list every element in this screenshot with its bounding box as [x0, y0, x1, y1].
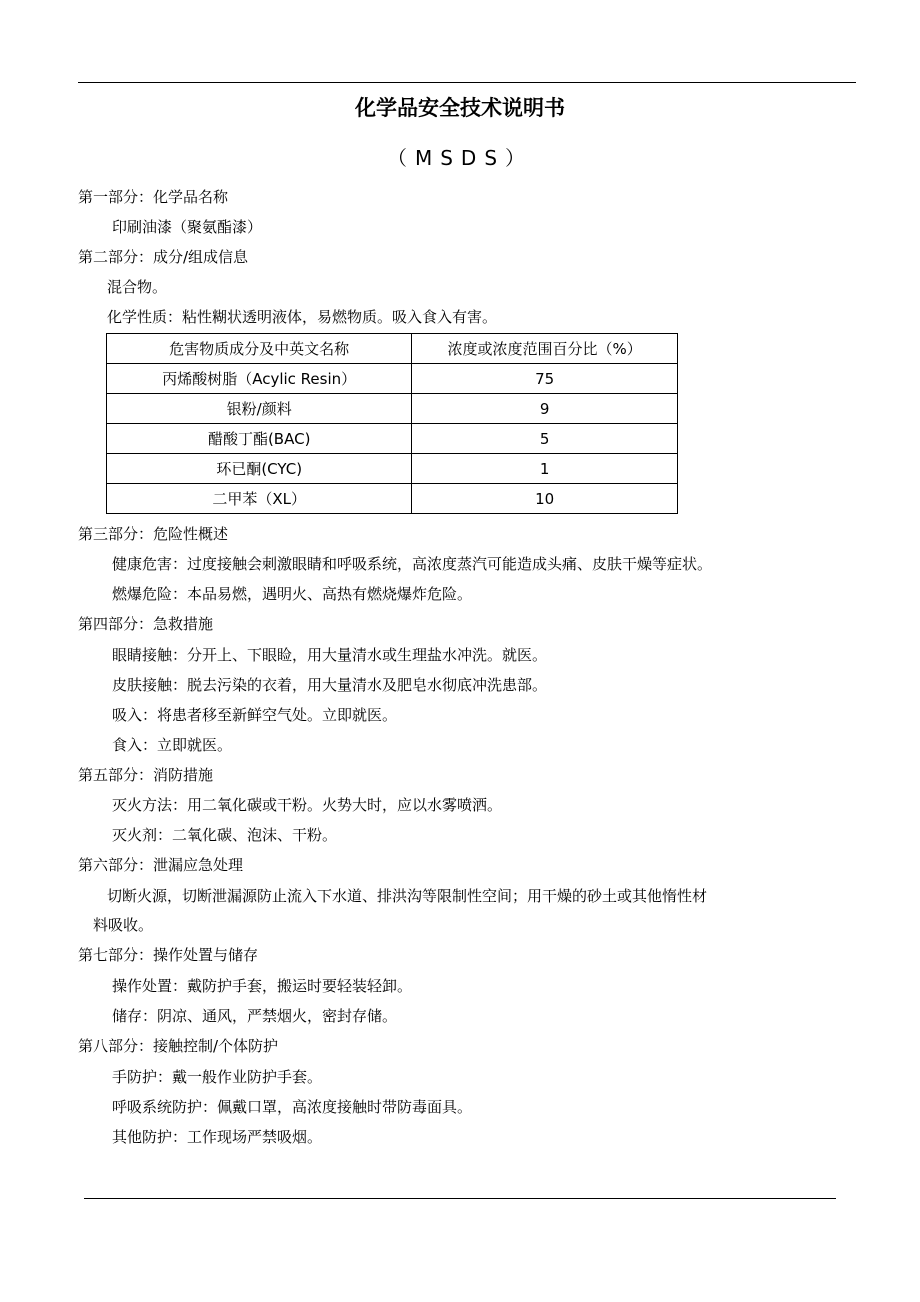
product-name: 印刷油漆（聚氨酯漆） — [112, 218, 263, 236]
health-hazard: 健康危害：过度接触会刺激眼睛和呼吸系统，高浓度蒸汽可能造成头痛、皮肤干燥等症状。 — [112, 555, 713, 573]
ingestion: 食入：立即就医。 — [112, 736, 233, 754]
substance-cell: 二甲苯（XL） — [107, 484, 412, 514]
skin-contact: 皮肤接触：脱去污染的衣着，用大量清水及肥皂水彻底冲洗患部。 — [112, 676, 548, 694]
section-4-heading: 第四部分：急救措施 — [78, 615, 214, 633]
mixture-note: 混合物。 — [107, 278, 168, 296]
concentration-cell: 9 — [412, 394, 678, 424]
document-subtitle: （MSDS） — [386, 146, 534, 170]
section-5-heading: 第五部分：消防措施 — [78, 766, 214, 784]
section-8-heading: 第八部分：接触控制/个体防护 — [78, 1037, 279, 1055]
concentration-cell: 10 — [412, 484, 678, 514]
section-3-heading: 第三部分：危险性概述 — [78, 525, 229, 543]
table-row — [107, 394, 678, 424]
handling: 操作处置：戴防护手套，搬运时要轻装轻卸。 — [112, 977, 413, 995]
section-7-heading: 第七部分：操作处置与储存 — [78, 946, 259, 964]
eye-contact: 眼睛接触：分开上、下眼睑，用大量清水或生理盐水冲洗。就医。 — [112, 646, 548, 664]
substance-cell: 丙烯酸树脂（Acylic Resin） — [107, 364, 412, 394]
table-row — [107, 454, 678, 484]
section-6-heading: 第六部分：泄漏应急处理 — [78, 856, 244, 874]
concentration-cell: 75 — [412, 364, 678, 394]
table-row — [107, 364, 678, 394]
concentration-cell: 5 — [412, 424, 678, 454]
substance-cell: 银粉/颜料 — [107, 394, 412, 424]
table-row — [107, 484, 678, 514]
hand-protection: 手防护：戴一般作业防护手套。 — [112, 1068, 323, 1086]
fire-hazard: 燃爆危险：本品易燃，遇明火、高热有燃烧爆炸危险。 — [112, 585, 473, 603]
section-1-heading: 第一部分：化学品名称 — [78, 188, 229, 206]
composition-table — [106, 333, 678, 514]
inhalation: 吸入：将患者移至新鲜空气处。立即就医。 — [112, 706, 398, 724]
other-protection: 其他防护：工作现场严禁吸烟。 — [112, 1128, 323, 1146]
table-header-row — [107, 334, 678, 364]
substance-cell: 环已酮(CYC) — [107, 454, 412, 484]
extinguishing-method: 灭火方法：用二氧化碳或干粉。火势大时，应以水雾喷洒。 — [112, 796, 503, 814]
spill-response-line-1: 切断火源，切断泄漏源防止流入下水道、排洪沟等限制性空间；用干燥的砂土或其他惰性材 — [107, 887, 708, 905]
concentration-cell: 1 — [412, 454, 678, 484]
column-header-concentration: 浓度或浓度范围百分比（%） — [412, 334, 678, 364]
section-2-heading: 第二部分：成分/组成信息 — [78, 248, 249, 266]
storage: 储存：阴凉、通风，严禁烟火，密封存储。 — [112, 1007, 398, 1025]
respiratory-protection: 呼吸系统防护：佩戴口罩，高浓度接触时带防毒面具。 — [112, 1098, 473, 1116]
top-divider — [78, 82, 856, 83]
document-title: 化学品安全技术说明书 — [355, 96, 565, 120]
table-row — [107, 424, 678, 454]
substance-cell: 醋酸丁酯(BAC) — [107, 424, 412, 454]
bottom-divider — [84, 1198, 836, 1199]
chemical-properties: 化学性质：粘性糊状透明液体，易燃物质。吸入食入有害。 — [107, 308, 498, 326]
column-header-substance: 危害物质成分及中英文名称 — [107, 334, 412, 364]
extinguishing-agent: 灭火剂：二氧化碳、泡沫、干粉。 — [112, 826, 338, 844]
spill-response-line-2: 料吸收。 — [93, 916, 154, 934]
